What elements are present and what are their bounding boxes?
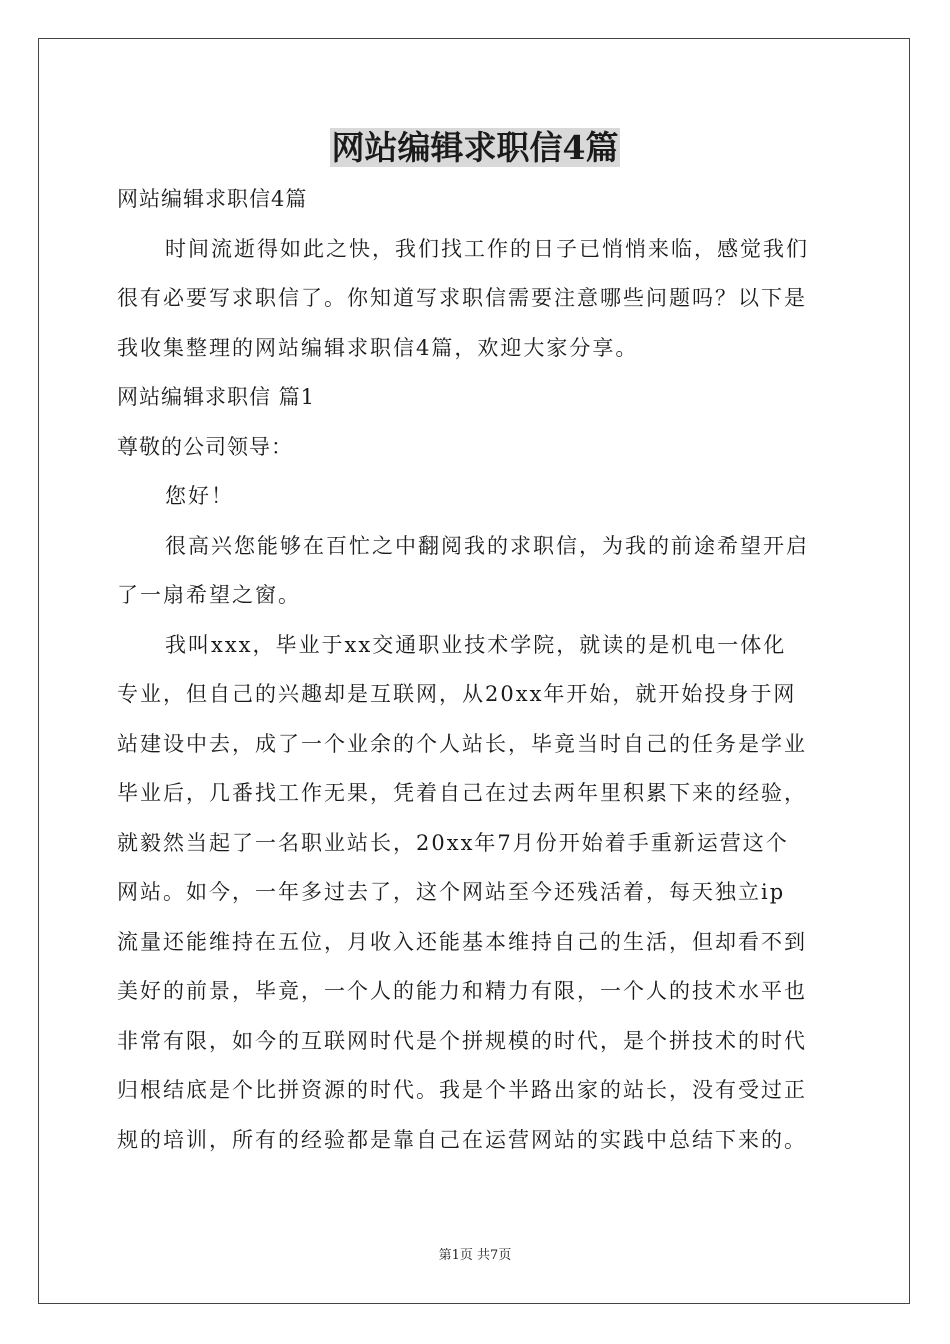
paragraph-line: 毕业后，几番找工作无果，凭着自己在过去两年里积累下来的经验， (117, 781, 807, 805)
paragraph-line: 很有必要写求职信了。你知道写求职信需要注意哪些问题吗？以下是 (117, 286, 807, 310)
greeting: 您好！ (165, 484, 234, 508)
document-title (0, 126, 950, 170)
paragraph-line: 网站。如今，一年多过去了，这个网站至今还残活着，每天独立ip (117, 880, 786, 904)
paragraph-line: 我叫xxx，毕业于xx交通职业技术学院，就读的是机电一体化 (165, 632, 787, 657)
page-footer (0, 1246, 950, 1266)
paragraph-line: 美好的前景，毕竟，一个人的能力和精力有限，一个人的技术水平也 (117, 979, 807, 1003)
paragraph-line: 了一扇希望之窗。 (117, 583, 301, 607)
paragraph-line: 时间流逝得如此之快，我们找工作的日子已悄悄来临，感觉我们 (165, 236, 809, 261)
page-number: 第1页 共7页 (438, 1248, 512, 1263)
salutation: 尊敬的公司领导： (117, 434, 293, 459)
paragraph-line: 专业，但自己的兴趣却是互联网，从20xx年开始，就开始投身于网 (117, 682, 797, 706)
section-heading: 网站编辑求职信 篇1 (117, 385, 316, 409)
paragraph-line: 很高兴您能够在百忙之中翻阅我的求职信，为我的前途希望开启 (165, 533, 809, 558)
paragraph-line: 站建设中去，成了一个业余的个人站长，毕竟当时自己的任务是学业 (117, 731, 807, 756)
document-title-text: 网站编辑求职信4篇 (331, 128, 619, 167)
paragraph-line: 我收集整理的网站编辑求职信4篇，欢迎大家分享。 (117, 335, 639, 360)
subtitle-line: 网站编辑求职信4篇 (117, 187, 308, 211)
paragraph-line: 就毅然当起了一名职业站长，20xx年7月份开始着手重新运营这个 (117, 830, 789, 855)
paragraph-line: 非常有限，如今的互联网时代是个拼规模的时代，是个拼技术的时代 (117, 1028, 807, 1053)
paragraph-line: 归根结底是个比拼资源的时代。我是个半路出家的站长，没有受过正 (117, 1078, 807, 1102)
paragraph-line: 规的培训，所有的经验都是靠自己在运营网站的实践中总结下来的。 (117, 1127, 807, 1152)
paragraph-line: 流量还能维持在五位，月收入还能基本维持自己的生活，但却看不到 (117, 929, 807, 954)
document-body (117, 180, 833, 1170)
